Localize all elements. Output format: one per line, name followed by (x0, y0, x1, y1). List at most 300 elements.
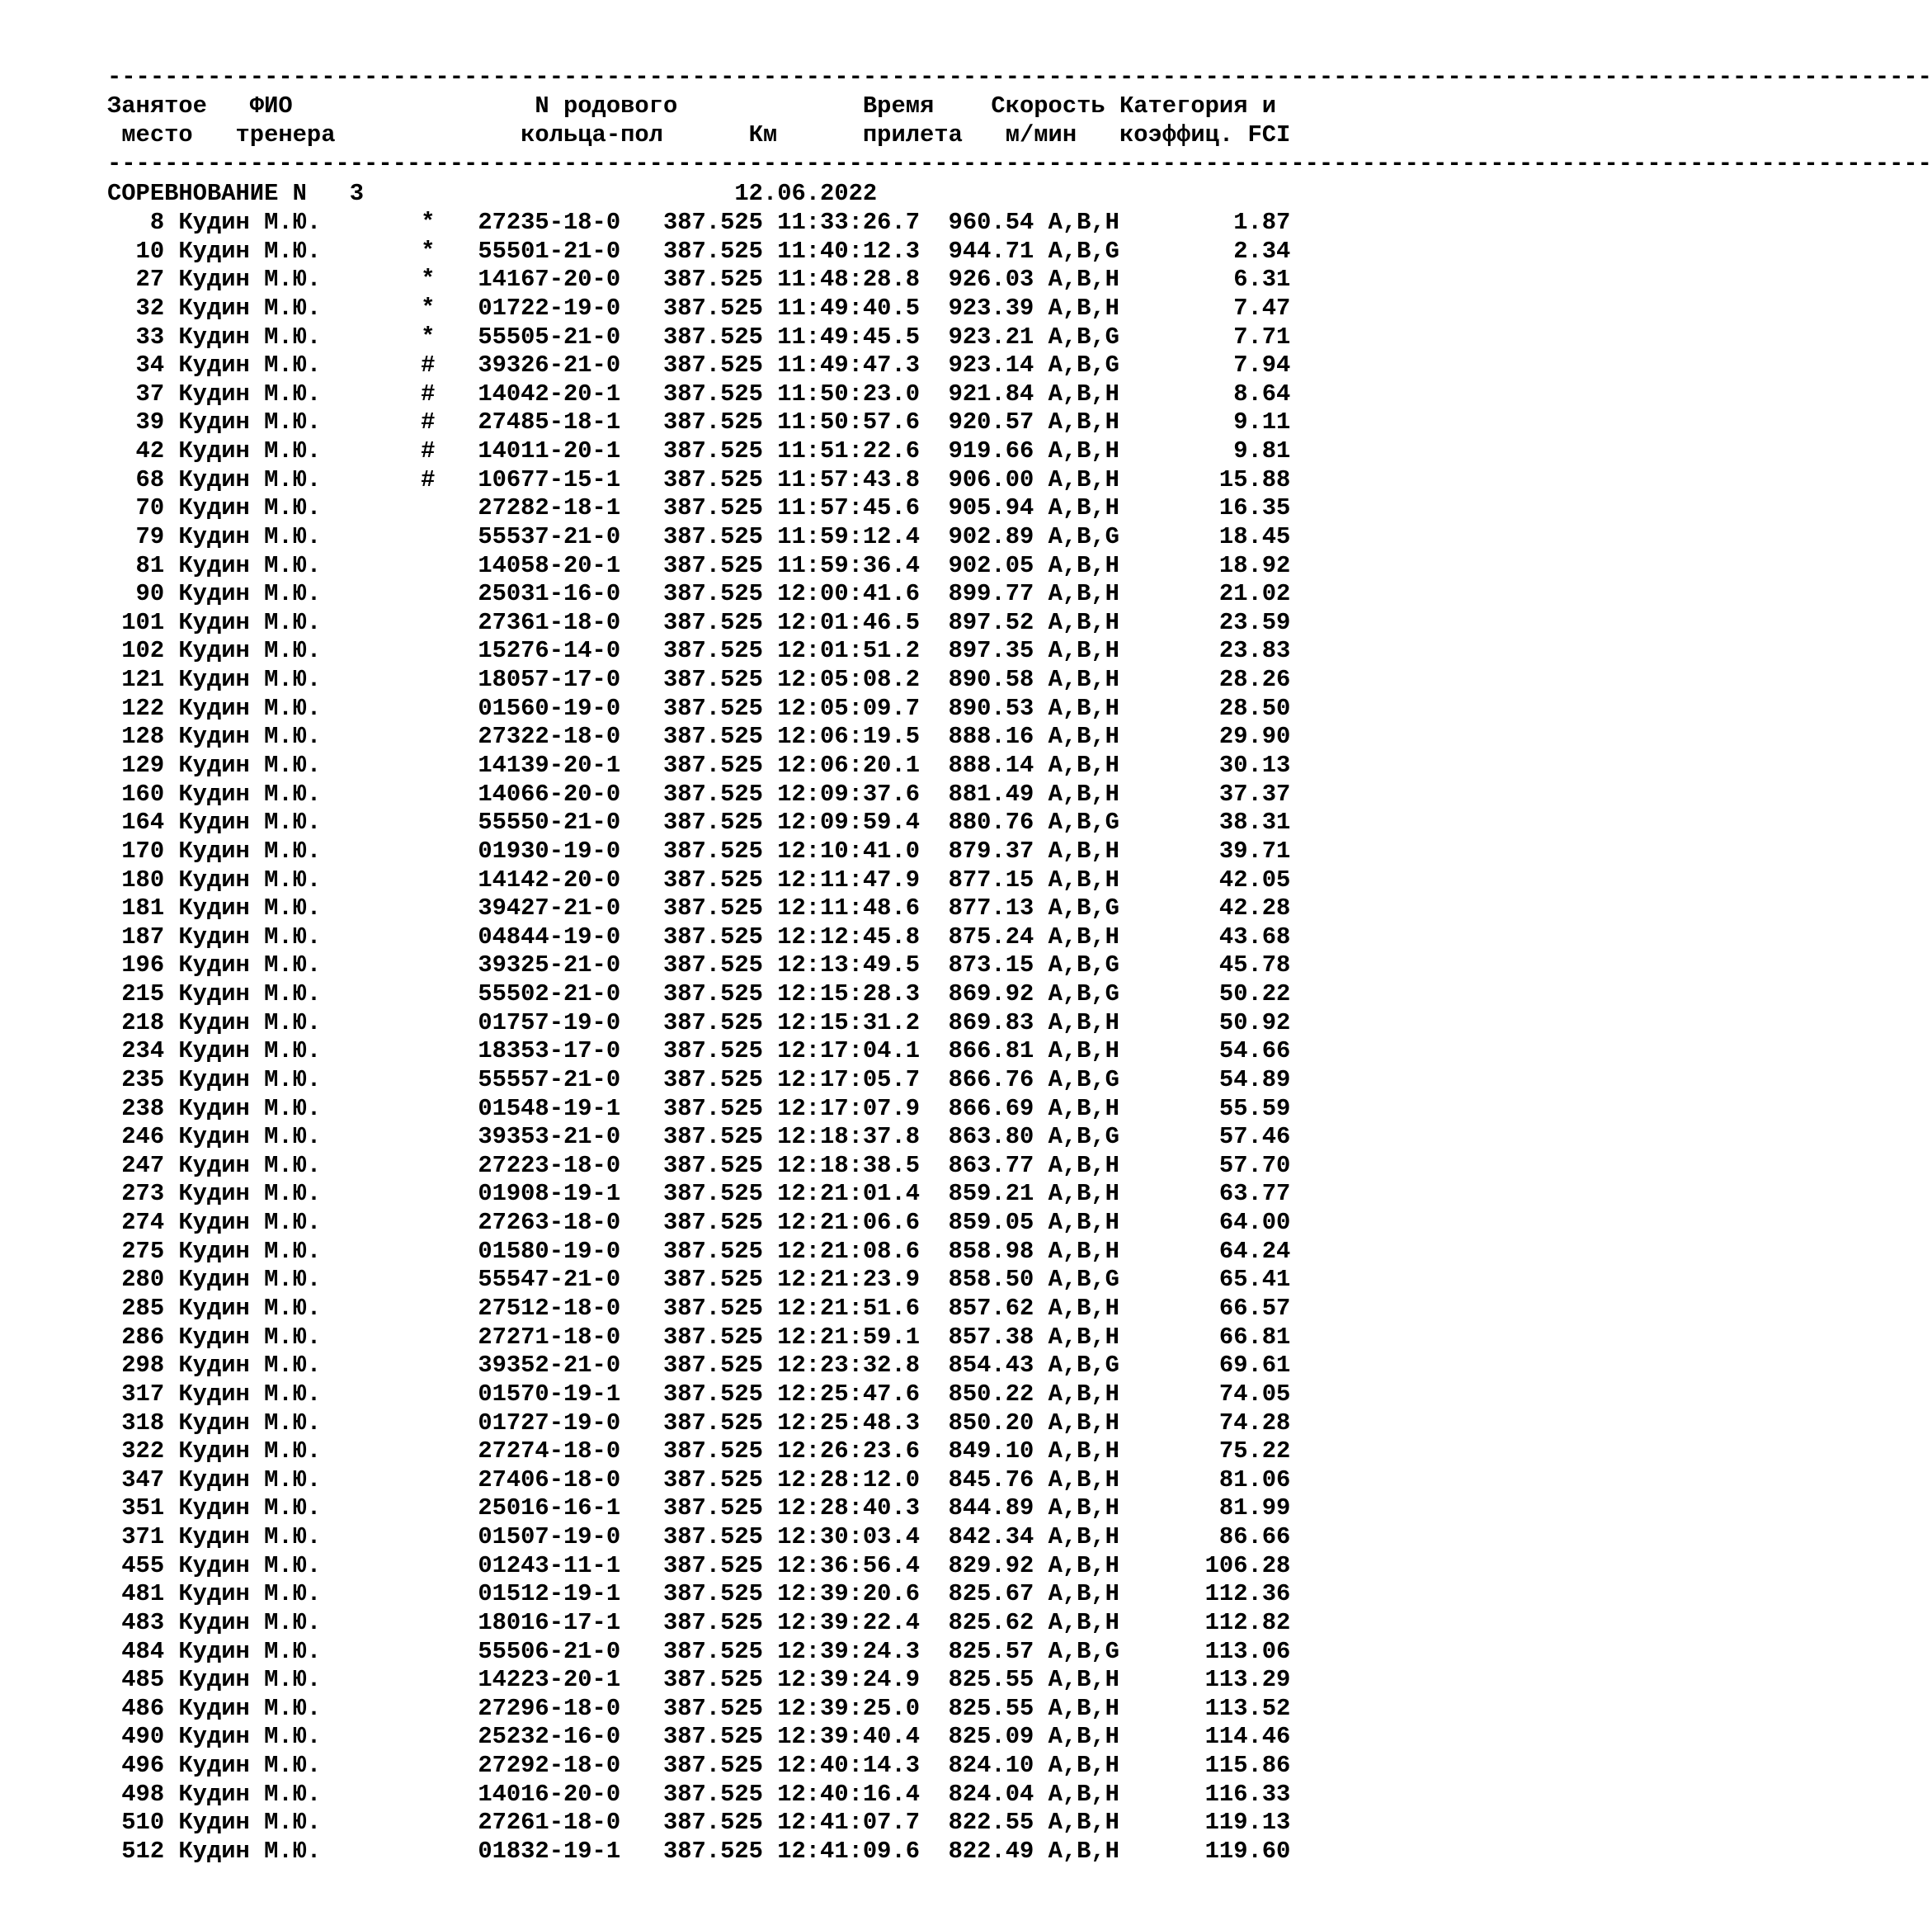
cell-fci: 39.71 (1133, 837, 1291, 865)
cell-time: 12:06:20.1 (777, 752, 949, 779)
cell-category: A,B,H (1048, 1209, 1134, 1237)
cell-category: A,B,G (1048, 1266, 1134, 1294)
cell-km: 387.525 (662, 1780, 778, 1808)
cell-place: 486 (107, 1694, 179, 1722)
cell-trainer: Кудин М.Ю. (178, 294, 336, 322)
cell-time: 12:25:47.6 (777, 1380, 949, 1408)
cell-trainer: Кудин М.Ю. (178, 580, 336, 608)
cell-mark (336, 1437, 478, 1465)
cell-mark (336, 866, 478, 894)
cell-fci: 54.89 (1133, 1065, 1291, 1093)
cell-mark (336, 1523, 478, 1550)
cell-time: 12:17:04.1 (777, 1037, 949, 1065)
cell-ring: 01512-19-1 (478, 1580, 663, 1608)
table-row (107, 266, 1290, 295)
cell-time: 12:17:05.7 (777, 1065, 949, 1093)
cell-ring: 01560-19-0 (478, 694, 663, 722)
table-row (107, 1752, 1290, 1781)
cell-fci: 23.83 (1133, 637, 1291, 665)
cell-mark (336, 1580, 478, 1607)
cell-category: A,B,G (1048, 980, 1134, 1008)
cell-fci: 69.61 (1133, 1352, 1291, 1380)
cell-ring: 39326-21-0 (478, 352, 663, 380)
table-row (107, 1324, 1290, 1352)
cell-trainer: Кудин М.Ю. (178, 380, 336, 408)
cell-time: 11:59:36.4 (777, 551, 949, 579)
cell-trainer: Кудин М.Ю. (178, 723, 336, 751)
cell-trainer: Кудин М.Ю. (178, 1437, 336, 1465)
cell-category: A,B,H (1048, 437, 1134, 465)
table-row (107, 1066, 1290, 1095)
cell-ring: 10677-15-1 (478, 465, 663, 493)
cell-fci: 37.37 (1133, 780, 1291, 808)
cell-speed: 825.57 (948, 1637, 1048, 1665)
cell-speed: 960.54 (948, 209, 1048, 236)
cell-place: 90 (107, 580, 179, 608)
cell-ring: 25031-16-0 (478, 580, 663, 608)
cell-category: A,B,H (1048, 1037, 1134, 1065)
table-row (107, 552, 1290, 581)
cell-category: A,B,H (1048, 608, 1134, 636)
cell-mark (336, 1609, 478, 1636)
cell-km: 387.525 (662, 608, 778, 636)
cell-trainer: Кудин М.Ю. (178, 266, 336, 294)
cell-mark (336, 1123, 478, 1150)
cell-speed: 857.38 (948, 1323, 1048, 1351)
cell-trainer: Кудин М.Ю. (178, 522, 336, 550)
cell-place: 79 (107, 522, 179, 550)
competition-line (107, 180, 877, 209)
cell-speed: 824.04 (948, 1780, 1048, 1808)
cell-km: 387.525 (662, 1180, 778, 1208)
cell-trainer: Кудин М.Ю. (178, 1295, 336, 1323)
cell-category: A,B,H (1048, 1380, 1134, 1408)
cell-speed: 902.05 (948, 551, 1048, 579)
cell-trainer: Кудин М.Ю. (178, 494, 336, 522)
cell-ring: 14042-20-1 (478, 380, 663, 408)
cell-fci: 21.02 (1133, 580, 1291, 608)
cell-fci: 113.06 (1133, 1637, 1291, 1665)
cell-ring: 14011-20-1 (478, 437, 663, 465)
cell-trainer: Кудин М.Ю. (178, 1209, 336, 1237)
cell-fci: 114.46 (1133, 1723, 1291, 1751)
cell-category: A,B,H (1048, 666, 1134, 694)
cell-place: 102 (107, 637, 179, 665)
cell-ring: 27322-18-0 (478, 723, 663, 751)
cell-time: 12:05:09.7 (777, 694, 949, 722)
cell-place: 39 (107, 408, 179, 436)
cell-ring: 27282-18-1 (478, 494, 663, 522)
cell-km: 387.525 (662, 1752, 778, 1780)
cell-mark: * (335, 266, 478, 294)
table-row (107, 695, 1290, 724)
cell-km: 387.525 (662, 752, 778, 779)
cell-fci: 16.35 (1133, 494, 1291, 522)
cell-time: 12:40:16.4 (777, 1780, 949, 1808)
cell-time: 12:11:47.9 (777, 866, 949, 894)
cell-km: 387.525 (662, 980, 778, 1008)
cell-km: 387.525 (662, 1809, 778, 1837)
cell-time: 11:33:26.7 (777, 209, 949, 236)
cell-km: 387.525 (662, 380, 778, 408)
cell-speed: 859.05 (948, 1209, 1048, 1237)
cell-mark (336, 1037, 478, 1064)
cell-mark (336, 1752, 478, 1779)
cell-time: 11:40:12.3 (777, 237, 949, 265)
cell-fci: 15.88 (1133, 465, 1291, 493)
cell-time: 12:21:06.6 (777, 1209, 949, 1237)
cell-km: 387.525 (662, 1637, 778, 1665)
cell-place: 238 (107, 1094, 179, 1122)
cell-ring: 27271-18-0 (478, 1323, 663, 1351)
cell-place: 318 (107, 1409, 179, 1437)
cell-category: A,B,H (1048, 1551, 1134, 1579)
cell-mark: * (335, 294, 478, 322)
cell-speed: 849.10 (948, 1437, 1048, 1465)
cell-category: A,B,H (1048, 1694, 1134, 1722)
cell-speed: 859.21 (948, 1180, 1048, 1208)
header-line-1: Занятое ФИО N родового Время Скорость Категория и (107, 92, 1277, 120)
cell-km: 387.525 (662, 866, 778, 894)
cell-time: 11:59:12.4 (777, 522, 949, 550)
cell-speed: 866.76 (948, 1065, 1048, 1093)
cell-fci: 119.60 (1133, 1838, 1291, 1866)
cell-mark (336, 637, 478, 664)
cell-trainer: Кудин М.Ю. (178, 980, 336, 1008)
cell-speed: 920.57 (948, 408, 1048, 436)
cell-place: 273 (107, 1180, 179, 1208)
cell-place: 490 (107, 1723, 179, 1751)
cell-km: 387.525 (662, 1494, 778, 1522)
cell-trainer: Кудин М.Ю. (178, 408, 336, 436)
cell-speed: 863.80 (948, 1123, 1048, 1151)
cell-place: 170 (107, 837, 179, 865)
cell-category: A,B,H (1048, 1465, 1134, 1494)
cell-fci: 18.92 (1133, 551, 1291, 579)
cell-time: 12:36:56.4 (777, 1551, 949, 1579)
cell-mark (336, 1352, 478, 1379)
cell-time: 12:39:24.3 (777, 1637, 949, 1665)
cell-fci: 55.59 (1133, 1094, 1291, 1122)
cell-time: 12:25:48.3 (777, 1409, 949, 1437)
table-row (107, 609, 1290, 638)
cell-place: 180 (107, 866, 179, 894)
table-row (107, 494, 1290, 523)
cell-ring: 27406-18-0 (478, 1465, 663, 1494)
table-row (107, 380, 1290, 409)
cell-ring: 18353-17-0 (478, 1037, 663, 1065)
cell-category: A,B,G (1048, 522, 1134, 550)
cell-fci: 2.34 (1133, 237, 1291, 265)
cell-category: A,B,G (1048, 323, 1134, 351)
cell-category: A,B,H (1048, 1437, 1134, 1465)
cell-speed: 880.76 (948, 809, 1048, 837)
cell-fci: 28.50 (1133, 694, 1291, 722)
cell-ring: 01930-19-0 (478, 837, 663, 865)
cell-category: A,B,H (1048, 1523, 1134, 1551)
cell-category: A,B,H (1048, 1809, 1134, 1837)
table-row (107, 866, 1290, 895)
cell-mark (336, 1494, 478, 1522)
table-row (107, 1809, 1290, 1838)
cell-time: 11:51:22.6 (777, 437, 949, 465)
cell-ring: 01548-19-1 (478, 1094, 663, 1122)
cell-category: A,B,H (1048, 209, 1134, 236)
competition-label: СОРЕВНОВАНИЕ N 3 (107, 180, 365, 207)
table-row (107, 523, 1290, 552)
cell-km: 387.525 (662, 1295, 778, 1323)
cell-km: 387.525 (662, 437, 778, 465)
cell-fci: 7.71 (1133, 323, 1291, 351)
cell-ring: 25016-16-1 (478, 1494, 663, 1522)
cell-speed: 899.77 (948, 580, 1048, 608)
cell-km: 387.525 (662, 294, 778, 322)
cell-ring: 14223-20-1 (478, 1666, 663, 1694)
cell-speed: 829.92 (948, 1551, 1048, 1579)
cell-speed: 858.50 (948, 1266, 1048, 1294)
cell-mark (336, 980, 478, 1007)
cell-mark (336, 809, 478, 836)
cell-place: 485 (107, 1666, 179, 1694)
cell-trainer: Кудин М.Ю. (178, 1037, 336, 1065)
cell-fci: 63.77 (1133, 1180, 1291, 1208)
cell-time: 12:21:01.4 (777, 1180, 949, 1208)
cell-km: 387.525 (662, 209, 778, 236)
cell-ring: 27512-18-0 (478, 1295, 663, 1323)
cell-mark (336, 1095, 478, 1122)
cell-km: 387.525 (662, 1037, 778, 1065)
cell-fci: 112.82 (1133, 1608, 1291, 1636)
cell-mark (336, 1238, 478, 1265)
cell-category: A,B,G (1048, 809, 1134, 837)
cell-time: 12:30:03.4 (777, 1523, 949, 1551)
cell-category: A,B,H (1048, 494, 1134, 522)
cell-mark: # (335, 465, 478, 493)
cell-km: 387.525 (662, 494, 778, 522)
cell-speed: 881.49 (948, 780, 1048, 808)
cell-time: 12:39:20.6 (777, 1580, 949, 1608)
cell-category: A,B,G (1048, 237, 1134, 265)
cell-fci: 75.22 (1133, 1437, 1291, 1465)
cell-ring: 01908-19-1 (478, 1180, 663, 1208)
table-row (107, 1123, 1290, 1152)
cell-mark (336, 523, 478, 550)
cell-place: 234 (107, 1037, 179, 1065)
cell-ring: 01832-19-1 (478, 1838, 663, 1866)
cell-mark (336, 552, 478, 579)
cell-ring: 14058-20-1 (478, 551, 663, 579)
cell-time: 12:26:23.6 (777, 1437, 949, 1465)
cell-category: A,B,H (1048, 780, 1134, 808)
cell-mark (336, 1009, 478, 1036)
cell-ring: 55502-21-0 (478, 980, 663, 1008)
table-row (107, 1609, 1290, 1638)
cell-time: 12:15:28.3 (777, 980, 949, 1008)
cell-place: 481 (107, 1580, 179, 1608)
cell-fci: 7.47 (1133, 294, 1291, 322)
cell-speed: 875.24 (948, 923, 1048, 951)
cell-speed: 869.83 (948, 1008, 1048, 1036)
cell-km: 387.525 (662, 1608, 778, 1636)
cell-km: 387.525 (662, 666, 778, 694)
cell-place: 484 (107, 1637, 179, 1665)
cell-place: 347 (107, 1465, 179, 1494)
cell-km: 387.525 (662, 1409, 778, 1437)
cell-place: 512 (107, 1838, 179, 1866)
cell-km: 387.525 (662, 465, 778, 493)
cell-ring: 27361-18-0 (478, 608, 663, 636)
cell-place: 101 (107, 608, 179, 636)
cell-place: 285 (107, 1295, 179, 1323)
cell-fci: 38.31 (1133, 809, 1291, 837)
cell-mark (336, 1552, 478, 1579)
cell-speed: 866.81 (948, 1037, 1048, 1065)
table-row (107, 1266, 1290, 1295)
cell-trainer: Кудин М.Ю. (178, 551, 336, 579)
cell-speed: 850.20 (948, 1409, 1048, 1437)
cell-ring: 01570-19-1 (478, 1380, 663, 1408)
cell-trainer: Кудин М.Ю. (178, 1809, 336, 1837)
cell-speed: 879.37 (948, 837, 1048, 865)
cell-trainer: Кудин М.Ю. (178, 323, 336, 351)
cell-speed: 890.58 (948, 666, 1048, 694)
cell-category: A,B,H (1048, 551, 1134, 579)
table-row (107, 238, 1290, 267)
cell-place: 498 (107, 1780, 179, 1808)
cell-mark (336, 838, 478, 865)
cell-trainer: Кудин М.Ю. (178, 809, 336, 837)
cell-speed: 844.89 (948, 1494, 1048, 1522)
table-row (107, 466, 1290, 495)
cell-time: 12:39:25.0 (777, 1694, 949, 1722)
cell-ring: 55550-21-0 (478, 809, 663, 837)
cell-speed: 822.55 (948, 1809, 1048, 1837)
table-row (107, 352, 1290, 380)
cell-km: 387.525 (662, 352, 778, 380)
table-row (107, 1209, 1290, 1238)
cell-speed: 888.16 (948, 723, 1048, 751)
cell-category: A,B,H (1048, 923, 1134, 951)
competition-date: 12.06.2022 (734, 180, 878, 207)
cell-km: 387.525 (662, 723, 778, 751)
cell-mark (336, 1695, 478, 1722)
cell-speed: 824.10 (948, 1752, 1048, 1780)
cell-km: 387.525 (662, 1694, 778, 1722)
cell-km: 387.525 (662, 1008, 778, 1036)
table-row (107, 1295, 1290, 1324)
cell-time: 11:50:57.6 (777, 408, 949, 436)
cell-speed: 921.84 (948, 380, 1048, 408)
header-line-2: место тренера кольца-пол Км прилета м/мин коэффиц. FCI (107, 121, 1291, 149)
cell-time: 12:41:09.6 (777, 1838, 949, 1866)
cell-km: 387.525 (662, 1437, 778, 1465)
cell-speed: 863.77 (948, 1151, 1048, 1179)
cell-trainer: Кудин М.Ю. (178, 1180, 336, 1208)
cell-mark (336, 951, 478, 979)
cell-ring: 01757-19-0 (478, 1008, 663, 1036)
cell-place: 8 (107, 209, 179, 236)
cell-km: 387.525 (662, 1151, 778, 1179)
cell-ring: 27485-18-1 (478, 408, 663, 436)
cell-place: 496 (107, 1752, 179, 1780)
cell-speed: 825.55 (948, 1694, 1048, 1722)
cell-speed: 845.76 (948, 1465, 1048, 1494)
cell-fci: 42.05 (1133, 866, 1291, 894)
cell-ring: 01243-11-1 (478, 1551, 663, 1579)
table-row (107, 1009, 1290, 1038)
table-row (107, 408, 1290, 437)
cell-ring: 27274-18-0 (478, 1437, 663, 1465)
cell-speed: 873.15 (948, 951, 1048, 979)
cell-km: 387.525 (662, 323, 778, 351)
cell-fci: 23.59 (1133, 608, 1291, 636)
cell-time: 12:15:31.2 (777, 1008, 949, 1036)
cell-fci: 9.11 (1133, 408, 1291, 436)
cell-category: A,B,H (1048, 1723, 1134, 1751)
cell-fci: 50.92 (1133, 1008, 1291, 1036)
cell-time: 12:28:40.3 (777, 1494, 949, 1522)
table-row (107, 923, 1290, 952)
cell-km: 387.525 (662, 780, 778, 808)
table-row (107, 295, 1290, 323)
cell-km: 387.525 (662, 1237, 778, 1265)
cell-mark (336, 666, 478, 693)
cell-km: 387.525 (662, 637, 778, 665)
cell-km: 387.525 (662, 1551, 778, 1579)
cell-fci: 1.87 (1133, 209, 1291, 236)
cell-trainer: Кудин М.Ю. (178, 1380, 336, 1408)
cell-category: A,B,H (1048, 866, 1134, 894)
cell-place: 33 (107, 323, 179, 351)
cell-place: 322 (107, 1437, 179, 1465)
cell-km: 387.525 (662, 1123, 778, 1151)
cell-km: 387.525 (662, 1065, 778, 1093)
cell-fci: 6.31 (1133, 266, 1291, 294)
cell-trainer: Кудин М.Ю. (178, 1608, 336, 1636)
cell-place: 160 (107, 780, 179, 808)
cell-ring: 55537-21-0 (478, 522, 663, 550)
table-row (107, 323, 1290, 352)
cell-mark: # (335, 437, 478, 465)
cell-speed: 842.34 (948, 1523, 1048, 1551)
cell-mark (336, 1066, 478, 1093)
cell-mark (336, 1380, 478, 1408)
cell-place: 34 (107, 352, 179, 380)
cell-trainer: Кудин М.Ю. (178, 666, 336, 694)
table-row (107, 781, 1290, 809)
cell-place: 181 (107, 894, 179, 923)
cell-ring: 27235-18-0 (478, 209, 663, 236)
cell-speed: 919.66 (948, 437, 1048, 465)
cell-fci: 43.68 (1133, 923, 1291, 951)
cell-km: 387.525 (662, 694, 778, 722)
cell-place: 286 (107, 1323, 179, 1351)
cell-time: 12:06:19.5 (777, 723, 949, 751)
cell-speed: 890.53 (948, 694, 1048, 722)
cell-time: 12:12:45.8 (777, 923, 949, 951)
cell-category: A,B,H (1048, 408, 1134, 436)
cell-trainer: Кудин М.Ю. (178, 923, 336, 951)
cell-speed: 923.39 (948, 294, 1048, 322)
cell-mark (336, 723, 478, 750)
table-row (107, 1638, 1290, 1667)
cell-place: 274 (107, 1209, 179, 1237)
cell-trainer: Кудин М.Ю. (178, 465, 336, 493)
cell-time: 12:41:07.7 (777, 1809, 949, 1837)
cell-category: A,B,G (1048, 352, 1134, 380)
cell-place: 27 (107, 266, 179, 294)
cell-time: 12:01:46.5 (777, 608, 949, 636)
